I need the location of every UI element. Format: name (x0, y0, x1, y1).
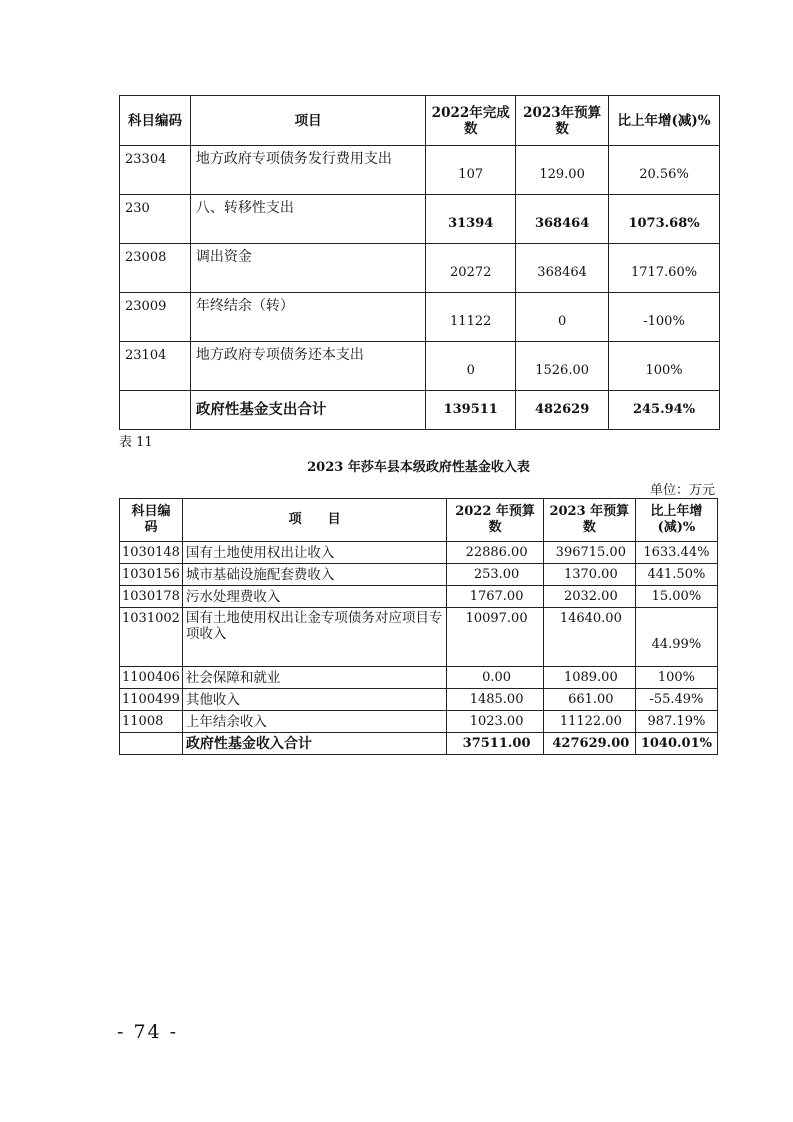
row-item: 其他收入 (182, 689, 446, 711)
row-2023: 2032.00 (543, 586, 635, 608)
row-item: 上年结余收入 (182, 711, 446, 733)
table-row (120, 146, 720, 195)
row-change: 987.19% (635, 711, 717, 733)
row-code: 1030148 (120, 542, 183, 564)
row-2022: 22886.00 (447, 542, 544, 564)
row-change: 15.00% (635, 586, 717, 608)
row-code: 1030156 (120, 564, 183, 586)
header-item: 项 目 (182, 499, 446, 542)
header-2023: 2023年预算数 (516, 96, 609, 146)
row-code: 230 (120, 195, 191, 244)
row-2022: 10097.00 (447, 608, 544, 667)
table-row (120, 689, 718, 711)
row-change: 1717.60% (609, 244, 720, 293)
row-code: 1100406 (120, 667, 183, 689)
table-row (120, 608, 718, 667)
row-item: 社会保障和就业 (182, 667, 446, 689)
row-2023: 129.00 (516, 146, 609, 195)
row-change: 441.50% (635, 564, 717, 586)
total-code (120, 391, 191, 430)
row-change: 44.99% (635, 608, 717, 667)
row-code: 1030178 (120, 586, 183, 608)
table-header-row (120, 96, 720, 146)
header-2022: 2022 年预算数 (447, 499, 544, 542)
row-2023: 1089.00 (543, 667, 635, 689)
row-2023: 396715.00 (543, 542, 635, 564)
row-item: 国有土地使用权出让收入 (182, 542, 446, 564)
table-header-row (120, 499, 718, 542)
row-2023: 368464 (516, 195, 609, 244)
unit-label: 单位：万元 (649, 483, 715, 498)
table-title: 2023 年莎车县本级政府性基金收入表 (307, 460, 530, 475)
row-2023: 11122.00 (543, 711, 635, 733)
row-change: -100% (609, 293, 720, 342)
row-change: 1073.68% (609, 195, 720, 244)
row-change: 100% (635, 667, 717, 689)
row-2022: 0 (426, 342, 516, 391)
row-item: 八、转移性支出 (190, 195, 425, 244)
total-row (120, 733, 718, 755)
header-2023: 2023 年预算数 (543, 499, 635, 542)
header-code: 科目编码 (120, 499, 183, 542)
row-2022: 1485.00 (447, 689, 544, 711)
total-2023: 427629.00 (543, 733, 635, 755)
total-2023: 482629 (516, 391, 609, 430)
header-code: 科目编码 (120, 96, 191, 146)
page-number: - 74 - (117, 1021, 179, 1043)
table-row (120, 195, 720, 244)
row-2022: 20272 (426, 244, 516, 293)
row-code: 1031002 (120, 608, 183, 667)
row-code: 1100499 (120, 689, 183, 711)
row-item: 污水处理费收入 (182, 586, 446, 608)
expenditure-table (119, 95, 720, 430)
row-item: 地方政府专项债务还本支出 (190, 342, 425, 391)
row-2022: 1023.00 (447, 711, 544, 733)
row-2023: 1370.00 (543, 564, 635, 586)
row-code: 11008 (120, 711, 183, 733)
row-change: -55.49% (635, 689, 717, 711)
table-row (120, 293, 720, 342)
total-change: 245.94% (609, 391, 720, 430)
table-row (120, 342, 720, 391)
table-label: 表 11 (119, 435, 153, 450)
row-2023: 14640.00 (543, 608, 635, 667)
row-change: 20.56% (609, 146, 720, 195)
row-change: 100% (609, 342, 720, 391)
table-row (120, 244, 720, 293)
total-item: 政府性基金收入合计 (182, 733, 446, 755)
row-2023: 1526.00 (516, 342, 609, 391)
row-2022: 253.00 (447, 564, 544, 586)
header-item: 项目 (190, 96, 425, 146)
row-2023: 0 (516, 293, 609, 342)
revenue-table (119, 498, 718, 755)
row-2022: 0.00 (447, 667, 544, 689)
total-2022: 139511 (426, 391, 516, 430)
row-code: 23008 (120, 244, 191, 293)
row-item: 城市基础设施配套费收入 (182, 564, 446, 586)
table-row (120, 667, 718, 689)
row-item: 地方政府专项债务发行费用支出 (190, 146, 425, 195)
total-code (120, 733, 183, 755)
row-item: 国有土地使用权出让金专项债务对应项目专项收入 (182, 608, 446, 667)
row-2022: 107 (426, 146, 516, 195)
table-row (120, 542, 718, 564)
total-2022: 37511.00 (447, 733, 544, 755)
row-item: 年终结余（转） (190, 293, 425, 342)
total-row (120, 391, 720, 430)
table-row (120, 564, 718, 586)
total-item: 政府性基金支出合计 (190, 391, 425, 430)
row-2022: 31394 (426, 195, 516, 244)
row-code: 23009 (120, 293, 191, 342)
row-2022: 1767.00 (447, 586, 544, 608)
table-row (120, 711, 718, 733)
header-2022: 2022年完成数 (426, 96, 516, 146)
row-2023: 368464 (516, 244, 609, 293)
row-code: 23304 (120, 146, 191, 195)
row-change: 1633.44% (635, 542, 717, 564)
row-item: 调出资金 (190, 244, 425, 293)
row-2022: 11122 (426, 293, 516, 342)
total-change: 1040.01% (635, 733, 717, 755)
row-2023: 661.00 (543, 689, 635, 711)
table-row (120, 586, 718, 608)
header-change: 比上年增(减)% (635, 499, 717, 542)
row-code: 23104 (120, 342, 191, 391)
header-change: 比上年增(减)% (609, 96, 720, 146)
